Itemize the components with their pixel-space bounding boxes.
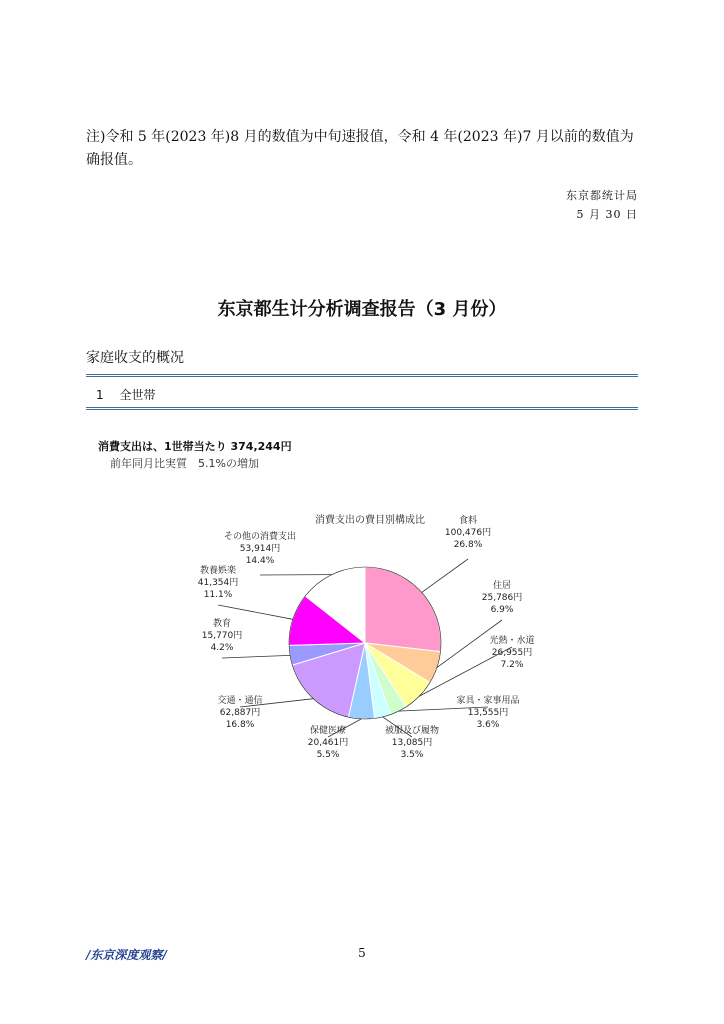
slice-percent: 7.2% [500, 660, 524, 670]
slice-percent: 3.6% [476, 720, 500, 730]
leader-line [422, 559, 468, 592]
issuer-date: 5 月 30 日 [576, 208, 638, 221]
slice-label: 住居 [492, 581, 512, 591]
slice-label: 交通・通信 [217, 696, 263, 706]
slice-label: その他の消費支出 [223, 532, 297, 542]
note-line-1: 注)令和 5 年(2023 年)8 月的数值为中旬速报值，令和 4 年(2023 年)7 月以前的数值为 [86, 129, 634, 145]
section-heading: 家庭收支的概况 [86, 350, 184, 366]
slice-label: 光熱・水道 [489, 636, 535, 646]
slice-amount: 13,555円 [467, 708, 509, 718]
slice-amount: 26,955円 [491, 648, 533, 658]
page-title: 东京都生计分析调查报告（3 月份） [217, 299, 507, 320]
footer-brand: /东京深度观察/ [86, 948, 167, 962]
slice-amount: 41,354円 [197, 578, 239, 588]
band-bottom-rule [86, 407, 638, 415]
band-top-rule [86, 374, 638, 382]
slice-amount: 13,085円 [391, 738, 433, 748]
slice-label: 保健医療 [309, 726, 347, 736]
slice-amount: 15,770円 [201, 631, 243, 641]
page-number: 5 [358, 946, 366, 960]
slice-label: 教育 [212, 619, 232, 629]
note-paragraph [86, 126, 646, 172]
slice-percent: 4.2% [210, 643, 234, 653]
slice-percent: 16.8% [225, 720, 255, 730]
slice-percent: 26.8% [453, 540, 483, 550]
slice-amount: 20,461円 [307, 738, 349, 748]
slice-amount: 62,887円 [219, 708, 261, 718]
pie-chart [150, 505, 590, 805]
band-label: 全世帯 [119, 388, 156, 402]
slice-percent: 11.1% [203, 590, 233, 600]
issuer-org: 东京都统计局 [566, 189, 638, 202]
band-number: 1 [96, 388, 104, 402]
pie-slice [365, 567, 441, 652]
leader-line [218, 605, 293, 619]
slice-label: 教養娯楽 [199, 566, 237, 576]
slice-amount: 53,914円 [239, 544, 281, 554]
slice-label: 家具・家事用品 [456, 696, 520, 706]
summary-line-1: 消費支出は、1世帯当たり 374,244円 [98, 440, 292, 453]
slice-percent: 6.9% [490, 605, 514, 615]
summary-block [98, 438, 292, 472]
slice-percent: 3.5% [400, 750, 424, 760]
slice-percent: 14.4% [245, 556, 275, 566]
slice-amount: 25,786円 [481, 593, 523, 603]
slice-amount: 100,476円 [444, 528, 492, 538]
slice-label: 食料 [458, 516, 478, 526]
slice-label: 被服及び履物 [384, 726, 440, 736]
chart-title: 消費支出の費目別構成比 [315, 515, 425, 526]
leader-line [222, 655, 290, 658]
slice-percent: 5.5% [316, 750, 340, 760]
note-line-2: 确报值。 [86, 152, 142, 168]
issuer-block [566, 186, 638, 224]
summary-line-2: 前年同月比実質 5.1%の増加 [110, 457, 259, 470]
band-header [96, 386, 167, 403]
